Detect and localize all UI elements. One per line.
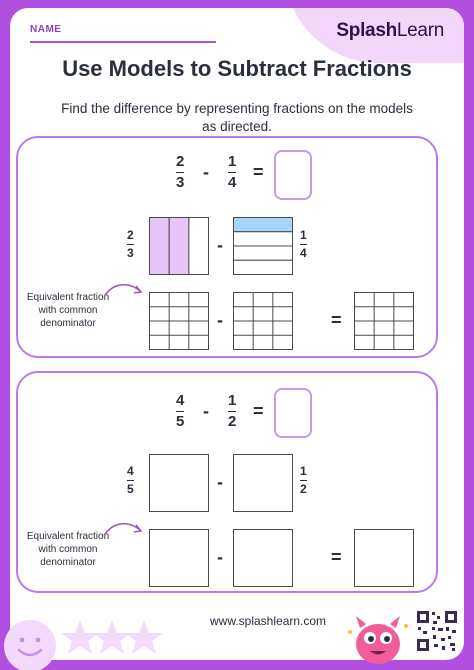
p1-eq-b-den: 4 (228, 173, 237, 191)
star-icon (93, 620, 131, 654)
p1-model-left-den: 3 (127, 245, 134, 260)
p1-model-left-label (127, 229, 134, 259)
p2-equiv-model-result[interactable] (354, 529, 414, 587)
p1-equiv-equals: = (331, 310, 342, 330)
p2-model-left-den: 5 (127, 481, 134, 496)
curved-arrow-icon (100, 279, 146, 301)
p2-eq-a-den: 5 (176, 412, 185, 430)
name-label: NAME (30, 24, 62, 35)
p2-model-left-num: 4 (127, 464, 134, 478)
curved-arrow-icon (100, 518, 146, 540)
p1-equivalent-label: Equivalent fraction with common denominator (26, 292, 110, 329)
p1-model-left-num: 2 (127, 228, 134, 242)
star-icon (61, 620, 99, 654)
fraction-bar (300, 244, 307, 245)
p1-model-fourths (233, 217, 293, 275)
model-part-shaded (150, 218, 170, 275)
p2-model-minus: - (217, 472, 223, 492)
problem-2-panel (16, 371, 438, 593)
p2-eq-b-den: 2 (228, 412, 237, 430)
p2-eq-minus: - (203, 401, 209, 421)
p2-eq-a-num: 4 (176, 392, 185, 409)
model-part-empty (234, 246, 293, 260)
p2-eq-fraction-a (176, 393, 184, 430)
p1-model-right-label (300, 229, 307, 259)
p2-model-left[interactable] (149, 454, 209, 512)
p1-eq-equals: = (253, 162, 264, 182)
monster-mascot-icon (342, 604, 412, 666)
p2-eq-b-num: 1 (228, 392, 237, 409)
p1-grid-left[interactable] (149, 292, 209, 350)
p2-eq-equals: = (253, 401, 264, 421)
p2-equiv-model-right[interactable] (233, 529, 293, 587)
p1-model-right-den: 4 (300, 245, 307, 260)
star-icon (125, 620, 163, 654)
p2-equivalent-label: Equivalent fraction with common denominator (26, 531, 110, 568)
logo-splash: Splash (336, 20, 397, 41)
p2-model-right-den: 2 (300, 481, 307, 496)
fraction-bar (127, 480, 134, 481)
model-part-empty (234, 260, 293, 274)
p2-equiv-minus: - (217, 547, 223, 567)
p1-grid-right[interactable] (233, 292, 293, 350)
qr-code-icon (414, 608, 460, 654)
p2-model-right-label (300, 465, 307, 495)
p2-model-right-num: 1 (300, 464, 307, 478)
p1-eq-fraction-a (176, 154, 184, 191)
instruction-text: Find the difference by representing fractions on the models as directed. (61, 101, 413, 134)
p1-answer-box[interactable] (274, 150, 312, 200)
fraction-bar (127, 244, 134, 245)
p2-eq-fraction-b (228, 393, 236, 430)
p2-answer-box[interactable] (274, 388, 312, 438)
fraction-bar (228, 172, 236, 173)
p1-model-right-num: 1 (300, 228, 307, 242)
p2-model-right[interactable] (233, 454, 293, 512)
p1-eq-a-den: 3 (176, 173, 185, 191)
p2-equiv-equals: = (331, 547, 342, 567)
fraction-bar (228, 411, 236, 412)
p1-eq-b-num: 1 (228, 153, 237, 170)
p1-eq-minus: - (203, 162, 209, 182)
p1-model-minus: - (217, 235, 223, 255)
p2-model-left-label (127, 465, 134, 495)
model-part-empty (189, 218, 209, 275)
fraction-bar (300, 480, 307, 481)
p1-equiv-minus: - (217, 310, 223, 330)
problem-1-panel (16, 136, 438, 358)
p1-eq-fraction-b (228, 154, 236, 191)
splashlearn-logo (336, 20, 444, 42)
smiley-icon (4, 620, 56, 670)
p2-equiv-model-left[interactable] (149, 529, 209, 587)
p1-grid-result[interactable] (354, 292, 414, 350)
p1-model-thirds (149, 217, 209, 275)
p1-eq-a-num: 2 (176, 153, 185, 170)
model-part-shaded (169, 218, 189, 275)
page-title: Use Models to Subtract Fractions (62, 56, 412, 81)
logo-learn: Learn (396, 20, 444, 41)
name-line (30, 41, 216, 43)
footer-url: www.splashlearn.com (210, 614, 327, 628)
fraction-bar (176, 411, 184, 412)
smiley-and-stars-decoration (0, 608, 170, 670)
fraction-bar (176, 172, 184, 173)
model-part-shaded (234, 218, 293, 232)
model-part-empty (234, 232, 293, 246)
